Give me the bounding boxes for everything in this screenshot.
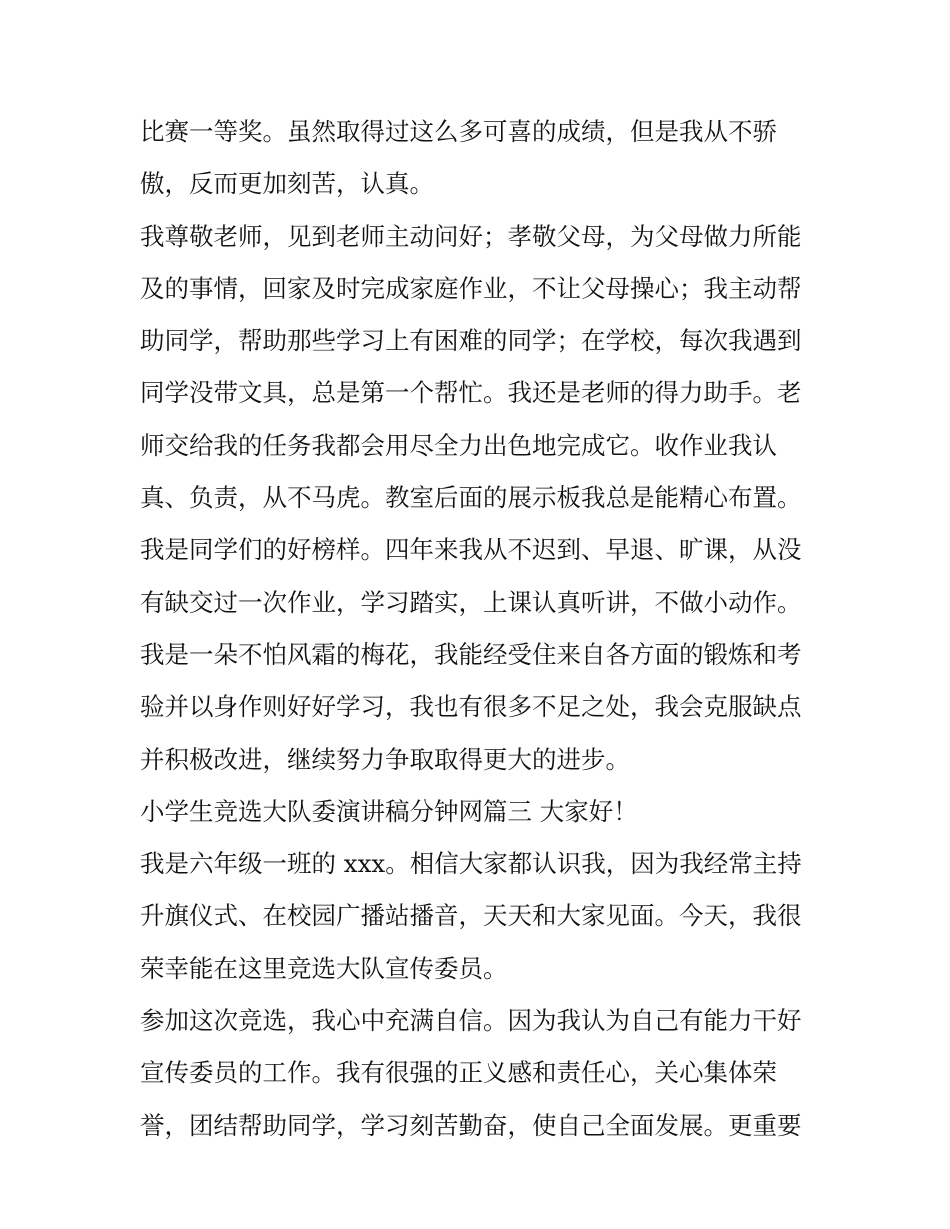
text-line: 有缺交过一次作业，学习踏实，上课认真听讲，不做小动作。: [140, 587, 802, 617]
text-line: 比赛一等奖。虽然取得过这么多可喜的成绩，但是我从不骄: [140, 117, 777, 146]
text-line: 我是一朵不怕风霜的梅花，我能经受住来自各方面的锻炼和考: [140, 639, 802, 669]
text-line: 同学没带文具，总是第一个帮忙。我还是老师的得力助手。老: [140, 378, 802, 408]
text-line: 助同学，帮助那些学习上有困难的同学；在学校，每次我遇到: [140, 326, 802, 356]
text-line: 及的事情，回家及时完成家庭作业，不让父母操心；我主动帮: [140, 273, 802, 303]
document-body: [140, 106, 820, 1152]
text-line: 真、负责，从不马虎。教室后面的展示板我总是能精心布置。: [140, 483, 802, 513]
text-line: 誉，团结帮助同学，学习刻苦勤奋，使自己全面发展。更重要: [140, 1110, 802, 1140]
text-line: 宣传委员的工作。我有很强的正义感和责任心，关心集体荣: [140, 1058, 777, 1088]
text-line: 参加这次竞选，我心中充满自信。因为我认为自己有能力干好: [140, 1006, 802, 1036]
text-line: 验并以身作则好好学习，我也有很多不足之处，我会克服缺点: [140, 692, 802, 722]
text-line: 傲，反而更加刻苦，认真。: [140, 169, 434, 199]
text-line: 我是同学们的好榜样。四年来我从不迟到、早退、旷课，从没: [140, 535, 802, 565]
text-line: 师交给我的任务我都会用尽全力出色地完成它。收作业我认: [140, 430, 777, 460]
section-heading-line: 小学生竞选大队委演讲稿分钟网篇三 大家好！: [140, 796, 638, 826]
text-line: 我尊敬老师，见到老师主动问好；孝敬父母，为父母做力所能: [140, 221, 802, 251]
text-line: 我是六年级一班的 xxx。相信大家都认识我，因为我经常主持: [140, 849, 802, 879]
text-line: 并积极改进，继续努力争取取得更大的进步。: [140, 744, 630, 774]
text-line: 荣幸能在这里竞选大队宣传委员。: [140, 953, 508, 983]
text-line: 升旗仪式、在校园广播站播音，天天和大家见面。今天，我很: [140, 901, 802, 931]
